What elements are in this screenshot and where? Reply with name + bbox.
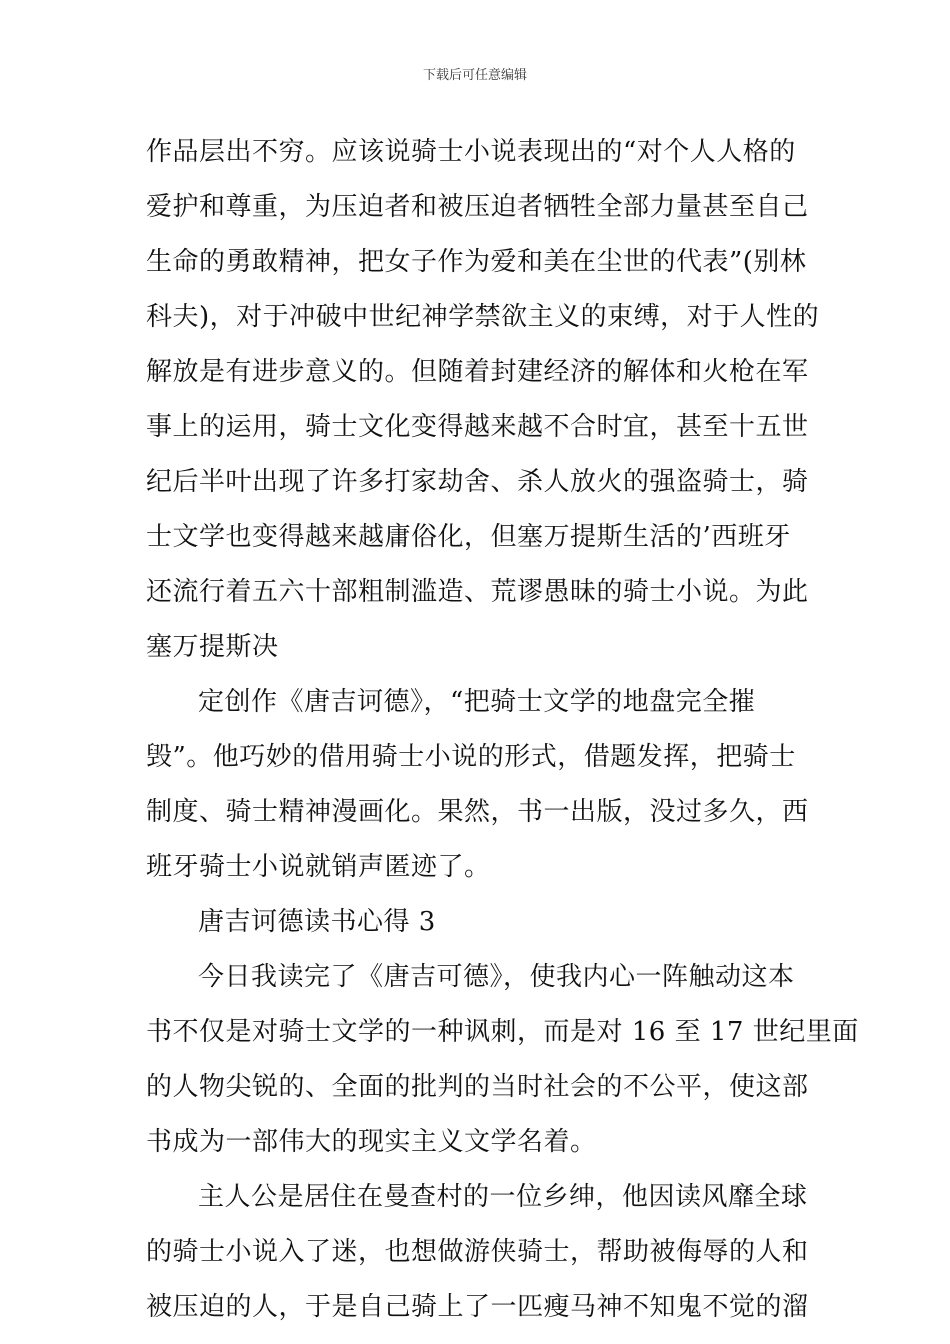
- text-line: 毁”。他巧妙的借用骑士小说的形式，借题发挥，把骑士: [146, 742, 796, 772]
- text-line: 书成为一部伟大的现实主义文学名着。: [146, 1127, 597, 1157]
- text-line: 还流行着五六十部粗制滥造、荒谬愚昧的骑士小说。为此: [146, 577, 809, 607]
- section-heading: 唐吉诃德读书心得 3: [198, 907, 436, 937]
- text-line: 的人物尖锐的、全面的批判的当时社会的不公平，使这部: [146, 1072, 809, 1102]
- text-line: 士文学也变得越来越庸俗化，但塞万提斯生活的’西班牙: [146, 522, 791, 552]
- text-line: 书不仅是对骑士文学的一种讽刺，而是对 16 至 17 世纪里面: [146, 1017, 859, 1047]
- text-line: 被压迫的人，于是自己骑上了一匹瘦马神不知鬼不觉的溜: [146, 1292, 809, 1322]
- page-header: 下载后可任意编辑: [422, 68, 527, 83]
- text-line: 的骑士小说入了迷，也想做游侠骑士，帮助被侮辱的人和: [146, 1237, 809, 1267]
- text-line: 事上的运用，骑士文化变得越来越不合时宜，甚至十五世: [146, 412, 809, 442]
- text-line: 纪后半叶出现了许多打家劫舍、杀人放火的强盗骑士，骑: [146, 467, 809, 497]
- text-line: 主人公是居住在曼查村的一位乡绅，他因读风靡全球: [198, 1182, 808, 1212]
- text-line: 生命的勇敢精神，把女子作为爱和美在尘世的代表”(别林: [146, 247, 807, 277]
- text-line: 定创作《唐吉诃德》，“把骑士文学的地盘完全摧: [198, 687, 756, 717]
- text-line: 科夫)，对于冲破中世纪神学禁欲主义的束缚，对于人性的: [146, 302, 820, 332]
- text-line: 班牙骑士小说就销声匿迹了。: [146, 852, 491, 882]
- text-line: 塞万提斯决: [146, 632, 279, 662]
- text-line: 制度、骑士精神漫画化。果然，书一出版，没过多久，西: [146, 797, 809, 827]
- document-body: [146, 125, 859, 1335]
- text-line: 爱护和尊重，为压迫者和被压迫者牺牲全部力量甚至自己: [146, 192, 809, 222]
- text-line: 今日我读完了《唐吉可德》，使我内心一阵触动这本: [198, 962, 795, 992]
- text-line: 解放是有进步意义的。但随着封建经济的解体和火枪在军: [146, 357, 809, 387]
- text-line: 作品层出不穷。应该说骑士小说表现出的“对个人人格的: [146, 137, 796, 167]
